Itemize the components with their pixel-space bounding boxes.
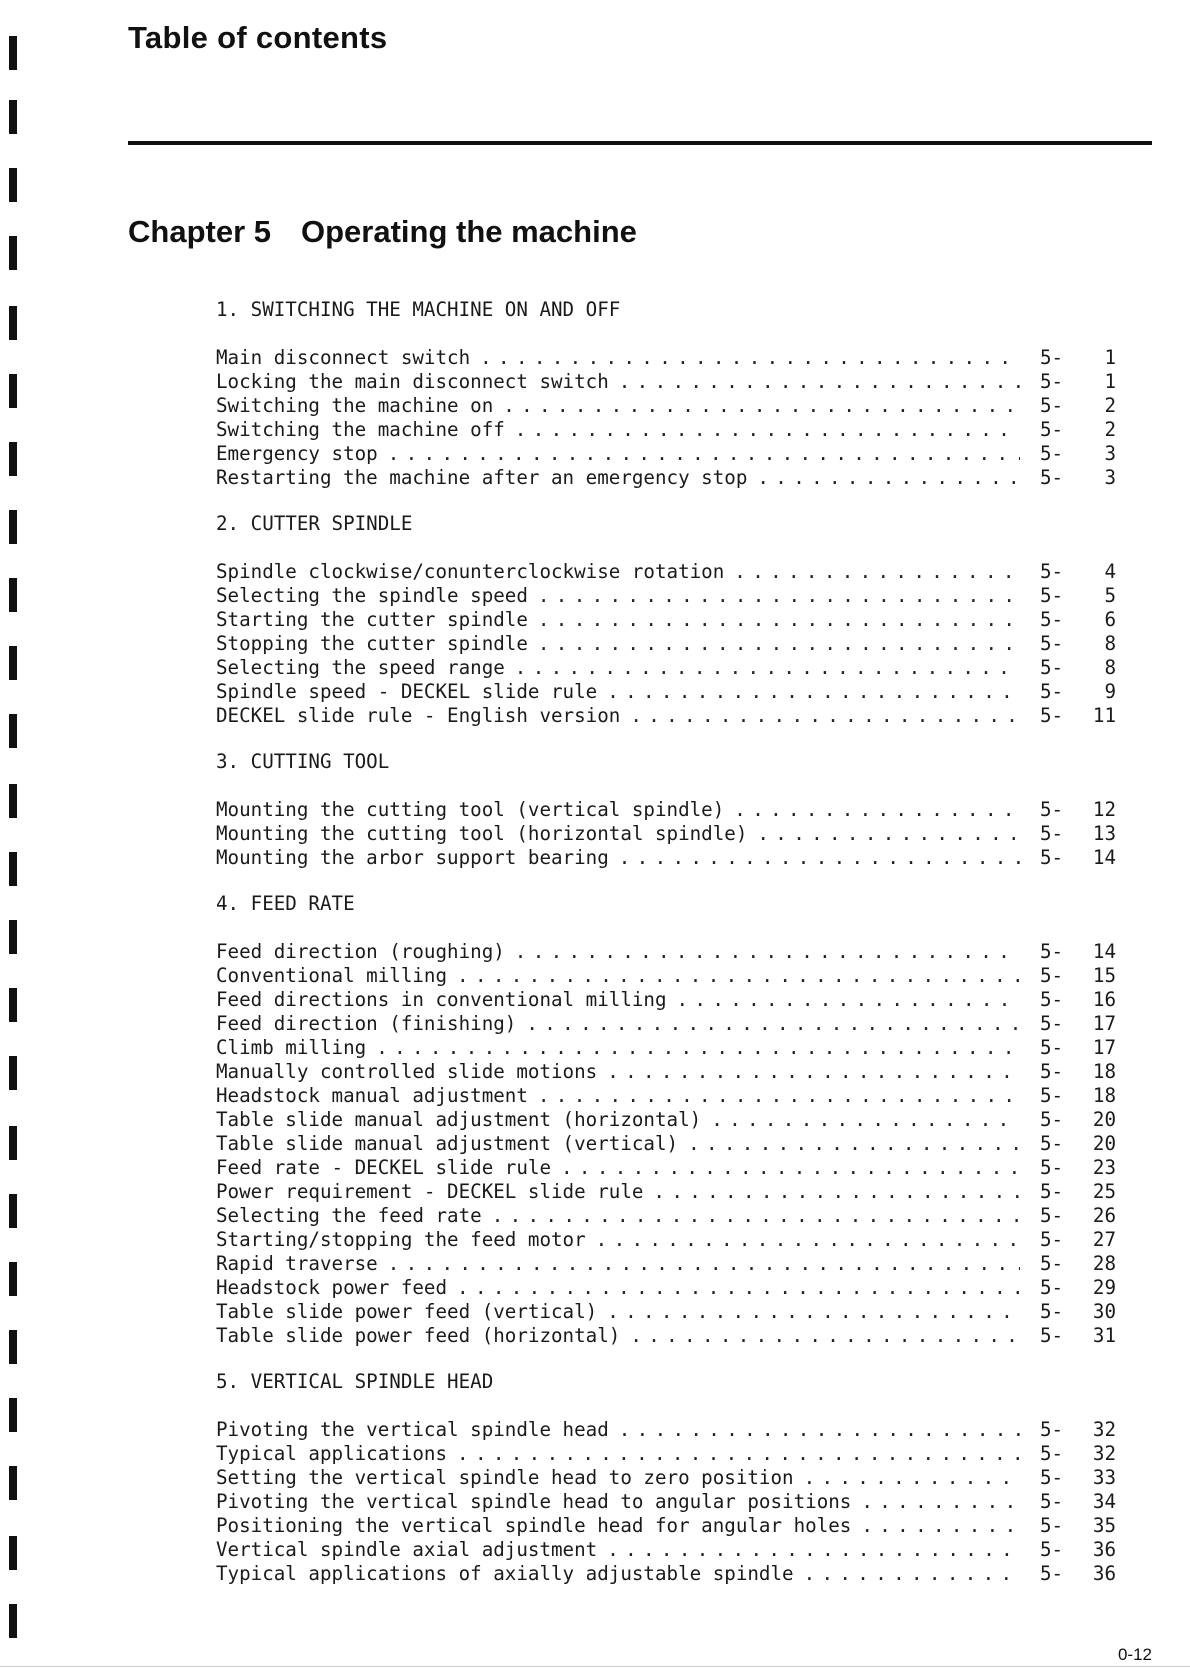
dot-leader (538, 584, 1020, 608)
entry-page-number: 14 (1092, 940, 1116, 963)
dot-leader (457, 1442, 1020, 1466)
dot-leader (619, 370, 1020, 394)
entry-label: Mounting the cutting tool (horizontal spindle) (216, 822, 748, 845)
entry-page-number: 3 (1104, 442, 1116, 465)
toc-entry[interactable] (216, 1490, 1116, 1514)
entry-page-number: 13 (1092, 822, 1116, 845)
toc-entry[interactable] (216, 1156, 1116, 1180)
binding-mark (9, 920, 17, 954)
dot-leader (861, 1514, 1020, 1538)
section-heading: 2. CUTTER SPINDLE (216, 512, 413, 535)
entry-chapter-prefix: 5- (1040, 940, 1064, 963)
binding-mark (9, 1056, 17, 1090)
section-heading: 5. VERTICAL SPINDLE HEAD (216, 1370, 494, 1393)
binding-mark (9, 646, 17, 680)
binding-mark (9, 1126, 17, 1160)
entry-chapter-prefix: 5- (1040, 1276, 1064, 1299)
entry-page-number: 33 (1092, 1466, 1116, 1489)
entry-chapter-prefix: 5- (1040, 1156, 1064, 1179)
toc-entry[interactable] (216, 1012, 1116, 1036)
dot-leader (734, 798, 1020, 822)
entry-label: Typical applications of axially adjustable spindle (216, 1562, 794, 1585)
binding-mark (9, 1262, 17, 1296)
entry-chapter-prefix: 5- (1040, 822, 1064, 845)
toc-entry[interactable] (216, 1538, 1116, 1562)
binding-mark (9, 1536, 17, 1570)
entry-chapter-prefix: 5- (1040, 442, 1064, 465)
dot-leader (526, 1012, 1020, 1036)
entry-label: Switching the machine off (216, 418, 505, 441)
dot-leader (677, 988, 1020, 1012)
entry-chapter-prefix: 5- (1040, 1442, 1064, 1465)
toc-entry[interactable] (216, 1276, 1116, 1300)
toc-entry[interactable] (216, 846, 1116, 870)
entry-chapter-prefix: 5- (1040, 584, 1064, 607)
entry-page-number: 5 (1104, 584, 1116, 607)
toc-entry[interactable] (216, 1132, 1116, 1156)
entry-chapter-prefix: 5- (1040, 418, 1064, 441)
entry-label: Vertical spindle axial adjustment (216, 1538, 598, 1561)
toc-entry[interactable] (216, 1466, 1116, 1490)
toc-entry[interactable] (216, 346, 1116, 370)
entry-label: Starting the cutter spindle (216, 608, 528, 631)
chapter-heading (128, 214, 637, 250)
dot-leader (861, 1490, 1020, 1514)
binding-mark (9, 1466, 17, 1500)
toc-entry[interactable] (216, 1060, 1116, 1084)
entry-page-number: 4 (1104, 560, 1116, 583)
binding-mark (9, 1604, 17, 1638)
entry-chapter-prefix: 5- (1040, 680, 1064, 703)
toc-entry[interactable] (216, 940, 1116, 964)
page-number: 0-12 (1117, 1645, 1152, 1664)
entry-chapter-prefix: 5- (1040, 632, 1064, 655)
dot-leader (607, 1538, 1020, 1562)
entry-page-number: 2 (1104, 418, 1116, 441)
dot-leader (653, 1180, 1020, 1204)
binding-mark (9, 714, 17, 748)
toc-entry[interactable] (216, 798, 1116, 822)
toc-entry[interactable] (216, 1204, 1116, 1228)
entry-page-number: 29 (1092, 1276, 1116, 1299)
toc-entry[interactable] (216, 418, 1116, 442)
entry-label: Restarting the machine after an emergency stop (216, 466, 748, 489)
dot-leader (804, 1466, 1020, 1490)
binding-mark (9, 168, 17, 202)
toc-entry[interactable] (216, 964, 1116, 988)
entry-label: Feed directions in conventional milling (216, 988, 667, 1011)
entry-chapter-prefix: 5- (1040, 1108, 1064, 1131)
entry-label: Table slide power feed (vertical) (216, 1300, 598, 1323)
entry-page-number: 17 (1092, 1012, 1116, 1035)
entry-chapter-prefix: 5- (1040, 394, 1064, 417)
entry-label: Switching the machine on (216, 394, 494, 417)
entry-chapter-prefix: 5- (1040, 370, 1064, 393)
entry-label: Pivoting the vertical spindle head to angular positions (216, 1490, 852, 1513)
binding-mark (9, 578, 17, 612)
binding-mark (9, 510, 17, 544)
entry-chapter-prefix: 5- (1040, 1036, 1064, 1059)
dot-leader (515, 656, 1020, 680)
toc-entry[interactable] (216, 394, 1116, 418)
dot-leader (376, 1036, 1020, 1060)
binding-mark (9, 1330, 17, 1364)
entry-page-number: 8 (1104, 656, 1116, 679)
entry-chapter-prefix: 5- (1040, 1490, 1064, 1513)
entry-page-number: 8 (1104, 632, 1116, 655)
entry-page-number: 20 (1092, 1108, 1116, 1131)
binding-mark (9, 1398, 17, 1432)
toc-entry[interactable] (216, 1252, 1116, 1276)
dot-leader (630, 1324, 1020, 1348)
entry-chapter-prefix: 5- (1040, 1012, 1064, 1035)
entry-page-number: 9 (1104, 680, 1116, 703)
entry-label: Power requirement - DECKEL slide rule (216, 1180, 644, 1203)
entry-chapter-prefix: 5- (1040, 988, 1064, 1011)
entry-chapter-prefix: 5- (1040, 656, 1064, 679)
entry-page-number: 36 (1092, 1538, 1116, 1561)
binding-mark (9, 988, 17, 1022)
toc-entry[interactable] (216, 584, 1116, 608)
entry-label: Emergency stop (216, 442, 378, 465)
entry-label: Feed direction (finishing) (216, 1012, 517, 1035)
toc-section (216, 750, 1116, 870)
entry-chapter-prefix: 5- (1040, 1324, 1064, 1347)
entry-page-number: 20 (1092, 1132, 1116, 1155)
entry-label: Locking the main disconnect switch (216, 370, 609, 393)
toc-entry[interactable] (216, 1562, 1116, 1586)
binding-mark (9, 100, 17, 134)
dot-leader (457, 964, 1020, 988)
toc-entry[interactable] (216, 680, 1116, 704)
entry-page-number: 1 (1104, 370, 1116, 393)
binding-mark (9, 374, 17, 408)
section-heading: 3. CUTTING TOOL (216, 750, 390, 773)
chapter-title: Operating the machine (300, 214, 637, 249)
dot-leader (538, 608, 1020, 632)
toc-entry[interactable] (216, 1442, 1116, 1466)
entry-page-number: 15 (1092, 964, 1116, 987)
entry-label: Stopping the cutter spindle (216, 632, 528, 655)
toc-entry[interactable] (216, 1514, 1116, 1538)
dot-leader (457, 1276, 1020, 1300)
entry-label: Starting/stopping the feed motor (216, 1228, 586, 1251)
toc-entry[interactable] (216, 1300, 1116, 1324)
entry-chapter-prefix: 5- (1040, 1228, 1064, 1251)
toc-entry[interactable] (216, 1036, 1116, 1060)
entry-label: Mounting the cutting tool (vertical spindle) (216, 798, 725, 821)
entry-label: Rapid traverse (216, 1252, 378, 1275)
dot-leader (757, 822, 1020, 846)
dot-leader (538, 632, 1020, 656)
dot-leader (607, 680, 1020, 704)
dot-leader (630, 704, 1020, 728)
entry-label: Positioning the vertical spindle head for angular holes (216, 1514, 852, 1537)
entry-chapter-prefix: 5- (1040, 1466, 1064, 1489)
entry-chapter-prefix: 5- (1040, 1418, 1064, 1441)
entry-page-number: 18 (1092, 1084, 1116, 1107)
toc-entry[interactable] (216, 560, 1116, 584)
toc-entry[interactable] (216, 1324, 1116, 1348)
entry-label: Headstock manual adjustment (216, 1084, 528, 1107)
entry-page-number: 35 (1092, 1514, 1116, 1537)
dot-leader (607, 1300, 1020, 1324)
entry-chapter-prefix: 5- (1040, 346, 1064, 369)
entry-label: Headstock power feed (216, 1276, 448, 1299)
binding-holes (9, 0, 21, 1680)
toc-entry[interactable] (216, 1180, 1116, 1204)
entry-label: Table slide power feed (horizontal) (216, 1324, 621, 1347)
entry-label: Table slide manual adjustment (vertical) (216, 1132, 679, 1155)
entry-page-number: 23 (1092, 1156, 1116, 1179)
dot-leader (711, 1108, 1020, 1132)
entry-page-number: 11 (1092, 704, 1116, 727)
entry-chapter-prefix: 5- (1040, 1562, 1064, 1585)
entry-label: Mounting the arbor support bearing (216, 846, 609, 869)
chapter-number: Chapter 5 (128, 214, 271, 249)
entry-label: Setting the vertical spindle head to zero position (216, 1466, 794, 1489)
dot-leader (538, 1084, 1020, 1108)
section-heading: 4. FEED RATE (216, 892, 355, 915)
binding-mark (9, 36, 17, 70)
entry-page-number: 14 (1092, 846, 1116, 869)
toc-entry[interactable] (216, 632, 1116, 656)
entry-page-number: 25 (1092, 1180, 1116, 1203)
dot-leader (480, 346, 1020, 370)
entry-chapter-prefix: 5- (1040, 1060, 1064, 1083)
dot-leader (757, 466, 1020, 490)
entry-label: Selecting the spindle speed (216, 584, 528, 607)
dot-leader (619, 1418, 1020, 1442)
entry-page-number: 17 (1092, 1036, 1116, 1059)
entry-page-number: 16 (1092, 988, 1116, 1011)
binding-mark (9, 442, 17, 476)
toc-entry[interactable] (216, 704, 1116, 728)
dot-leader (492, 1204, 1020, 1228)
dot-leader (561, 1156, 1020, 1180)
dot-leader (388, 442, 1020, 466)
toc-section (216, 892, 1116, 1348)
entry-label: Pivoting the vertical spindle head (216, 1418, 609, 1441)
entry-page-number: 27 (1092, 1228, 1116, 1251)
entry-chapter-prefix: 5- (1040, 1300, 1064, 1323)
entry-page-number: 12 (1092, 798, 1116, 821)
entry-label: Feed direction (roughing) (216, 940, 505, 963)
entry-chapter-prefix: 5- (1040, 798, 1064, 821)
entry-page-number: 6 (1104, 608, 1116, 631)
entry-page-number: 18 (1092, 1060, 1116, 1083)
entry-chapter-prefix: 5- (1040, 846, 1064, 869)
entry-label: Table slide manual adjustment (horizontal) (216, 1108, 702, 1131)
toc-entry[interactable] (216, 1084, 1116, 1108)
entry-page-number: 32 (1092, 1442, 1116, 1465)
entry-page-number: 32 (1092, 1418, 1116, 1441)
toc-entry[interactable] (216, 442, 1116, 466)
toc-section (216, 512, 1116, 728)
binding-mark (9, 306, 17, 340)
binding-mark (9, 1194, 17, 1228)
entry-chapter-prefix: 5- (1040, 1204, 1064, 1227)
entry-label: Typical applications (216, 1442, 448, 1465)
entry-page-number: 31 (1092, 1324, 1116, 1347)
entry-chapter-prefix: 5- (1040, 1180, 1064, 1203)
toc-entry[interactable] (216, 988, 1116, 1012)
toc-entry[interactable] (216, 1108, 1116, 1132)
entry-page-number: 36 (1092, 1562, 1116, 1585)
binding-mark (9, 236, 17, 270)
entry-page-number: 2 (1104, 394, 1116, 417)
entry-label: Feed rate - DECKEL slide rule (216, 1156, 552, 1179)
entry-page-number: 1 (1104, 346, 1116, 369)
entry-page-number: 28 (1092, 1252, 1116, 1275)
toc-entry[interactable] (216, 608, 1116, 632)
entry-label: Selecting the feed rate (216, 1204, 482, 1227)
entry-chapter-prefix: 5- (1040, 1538, 1064, 1561)
entry-page-number: 30 (1092, 1300, 1116, 1323)
toc-entry[interactable] (216, 466, 1116, 490)
entry-label: Spindle speed - DECKEL slide rule (216, 680, 598, 703)
page-edge-line (0, 1666, 1190, 1667)
section-heading: 1. SWITCHING THE MACHINE ON AND OFF (216, 298, 621, 321)
entry-label: Manually controlled slide motions (216, 1060, 598, 1083)
toc-entry[interactable] (216, 1418, 1116, 1442)
dot-leader (515, 940, 1020, 964)
toc-entry[interactable] (216, 370, 1116, 394)
entry-chapter-prefix: 5- (1040, 964, 1064, 987)
entry-chapter-prefix: 5- (1040, 608, 1064, 631)
entry-label: Main disconnect switch (216, 346, 471, 369)
entry-chapter-prefix: 5- (1040, 560, 1064, 583)
entry-label: Selecting the speed range (216, 656, 505, 679)
entry-label: Spindle clockwise/conunterclockwise rotation (216, 560, 725, 583)
dot-leader (688, 1132, 1020, 1156)
toc-section (216, 298, 1116, 490)
entry-label: Conventional milling (216, 964, 448, 987)
entry-label: DECKEL slide rule - English version (216, 704, 621, 727)
entry-label: Climb milling (216, 1036, 367, 1059)
entry-chapter-prefix: 5- (1040, 1132, 1064, 1155)
dot-leader (734, 560, 1020, 584)
page-title: Table of contents (128, 20, 388, 55)
dot-leader (804, 1562, 1020, 1586)
entry-page-number: 26 (1092, 1204, 1116, 1227)
toc-entry[interactable] (216, 822, 1116, 846)
toc-entry[interactable] (216, 1228, 1116, 1252)
entry-page-number: 34 (1092, 1490, 1116, 1513)
dot-leader (607, 1060, 1020, 1084)
dot-leader (619, 846, 1020, 870)
binding-mark (9, 852, 17, 886)
toc-entry[interactable] (216, 656, 1116, 680)
entry-chapter-prefix: 5- (1040, 466, 1064, 489)
dot-leader (596, 1228, 1020, 1252)
entry-chapter-prefix: 5- (1040, 1514, 1064, 1537)
dot-leader (515, 418, 1020, 442)
title-rule (128, 141, 1152, 145)
binding-mark (9, 784, 17, 818)
toc-list (216, 298, 1116, 1608)
dot-leader (388, 1252, 1020, 1276)
entry-page-number: 3 (1104, 466, 1116, 489)
dot-leader (503, 394, 1020, 418)
entry-chapter-prefix: 5- (1040, 704, 1064, 727)
toc-section (216, 1370, 1116, 1586)
entry-chapter-prefix: 5- (1040, 1084, 1064, 1107)
entry-chapter-prefix: 5- (1040, 1252, 1064, 1275)
